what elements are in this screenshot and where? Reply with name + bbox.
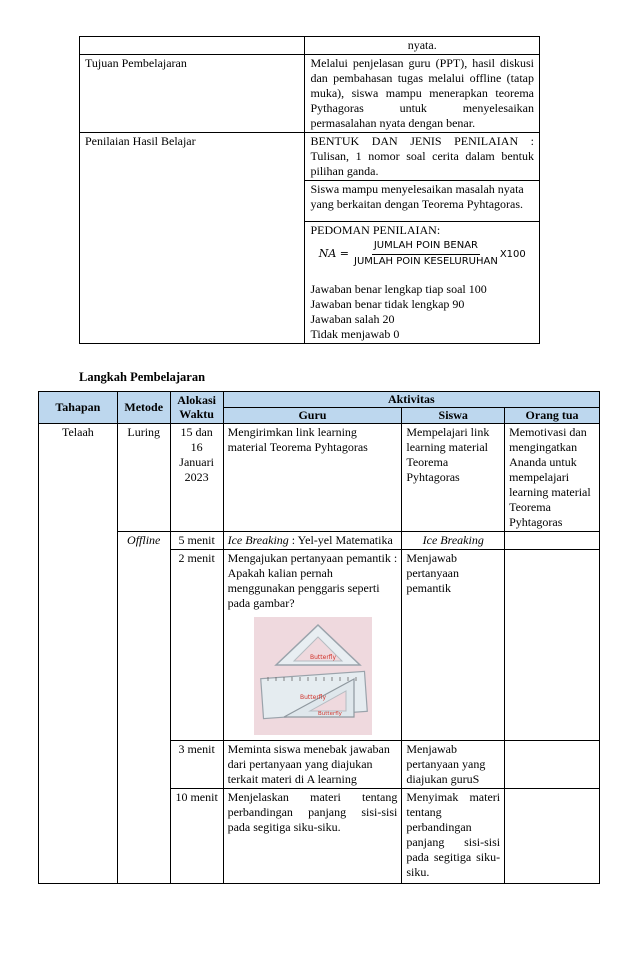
set-square-ruler-image: [254, 617, 372, 735]
guru-question-text: Mengajukan pertanyaan pemantik : Apakah kalian pernah menggunakan penggaris seperti pada gambar?: [227, 551, 398, 610]
ruler-illustration: [254, 617, 372, 735]
cell-tahapan: Telaah: [39, 424, 118, 884]
objective-label: Tujuan Pembelajaran: [80, 55, 305, 133]
score-rule: Jawaban salah 20: [310, 312, 395, 326]
assessment-form-text: BENTUK DAN JENIS PENILAIAN : Tulisan, 1 nomor soal cerita dalam bentuk pilihan ganda.: [305, 133, 540, 181]
cell-waktu: 5 menit: [170, 532, 223, 550]
scoring-guide-title: PEDOMAN PENILAIAN:: [310, 223, 441, 237]
brand-logo-text: Butterfly: [309, 654, 336, 661]
header-orangtua: Orang tua: [505, 408, 600, 424]
table-row: [39, 532, 600, 550]
header-aktivitas: Aktivitas: [223, 392, 599, 408]
header-alokasi: Alokasi Waktu: [170, 392, 223, 424]
assessment-label: Penilaian Hasil Belajar: [80, 133, 305, 344]
formula-multiplier: X100: [499, 248, 526, 260]
assessment-indicator-text: Siswa mampu menyelesaikan masalah nyata yang berkaitan dengan Teorema Pyhtagoras.: [305, 181, 540, 222]
objective-text: Melalui penjelasan guru (PPT), hasil diskusi dan pembahasan tugas melalui offline (tatap muka), siswa mampu menerapkan teorema Pythagoras untuk menyelesaikan permasalahan nyata dengan benar.: [305, 55, 540, 133]
ice-breaking-detail: : Yel-yel Matematika: [288, 533, 393, 547]
cell-siswa: Menjawab pertanyaan yang diajukan guruS: [402, 741, 505, 789]
cell-guru: [223, 532, 402, 550]
cell-siswa: Menjawab pertanyaan pemantik: [402, 550, 505, 741]
cell-siswa: Mempelajari link learning material Teorema Pyhtagoras: [402, 424, 505, 532]
cell-waktu: 3 menit: [170, 741, 223, 789]
brand-logo-text: Butterfly: [299, 694, 326, 701]
scoring-guide: [305, 222, 540, 344]
table-row: [80, 55, 540, 133]
cell-orangtua: [505, 741, 600, 789]
cell-orangtua: [505, 550, 600, 741]
header-tahapan: Tahapan: [39, 392, 118, 424]
table-row: [39, 424, 600, 532]
cell-guru: [223, 550, 402, 741]
cell-waktu: 15 dan 16 Januari 2023: [170, 424, 223, 532]
header-siswa: Siswa: [402, 408, 505, 424]
formula-fraction: [352, 240, 500, 268]
brand-logo-text: Butterfly: [317, 711, 342, 717]
table-row: [80, 133, 540, 181]
cell-guru: Meminta siswa menebak jawaban dari pertanyaan yang diajukan terkait materi di A learning: [223, 741, 402, 789]
formula-denominator: JUMLAH POIN KESELURUHAN: [354, 255, 498, 267]
cell-siswa: Ice Breaking: [402, 532, 505, 550]
cell-waktu: 2 menit: [170, 550, 223, 741]
cell-guru: Menjelaskan materi tentang perbandingan panjang sisi-sisi pada segitiga siku-siku.: [223, 789, 402, 884]
cell-orangtua: [505, 532, 600, 550]
ice-breaking-label: Ice Breaking: [227, 533, 289, 547]
score-rule: Jawaban benar lengkap tiap soal 100: [310, 282, 487, 296]
table-header-row: [39, 392, 600, 408]
learning-plan-table: [79, 36, 540, 344]
formula-numerator: JUMLAH POIN BENAR: [372, 240, 480, 255]
score-rule: Tidak menjawab 0: [310, 327, 400, 341]
cell-siswa: Menyimak materi tentang perbandingan panjang sisi-sisi pada segitiga siku-siku.: [402, 789, 505, 884]
table-cell: nyata.: [305, 37, 540, 55]
score-formula: [310, 240, 534, 268]
cell-orangtua: Memotivasi dan mengingatkan Ananda untuk mempelajari learning material Teorema Pyhtagoras: [505, 424, 600, 532]
header-guru: Guru: [223, 408, 402, 424]
cell-waktu: 10 menit: [170, 789, 223, 884]
section-heading: Langkah Pembelajaran: [79, 370, 206, 384]
score-rule: Jawaban benar tidak lengkap 90: [310, 297, 465, 311]
table-row: [80, 37, 540, 55]
table-cell: [80, 37, 305, 55]
cell-guru: Mengirimkan link learning material Teorema Pyhtagoras: [223, 424, 402, 532]
learning-steps-table: [38, 391, 600, 884]
cell-orangtua: [505, 789, 600, 884]
cell-metode: Luring: [117, 424, 170, 532]
cell-metode: Offline: [117, 532, 170, 884]
header-metode: Metode: [117, 392, 170, 424]
formula-lhs: NA =: [318, 246, 350, 260]
